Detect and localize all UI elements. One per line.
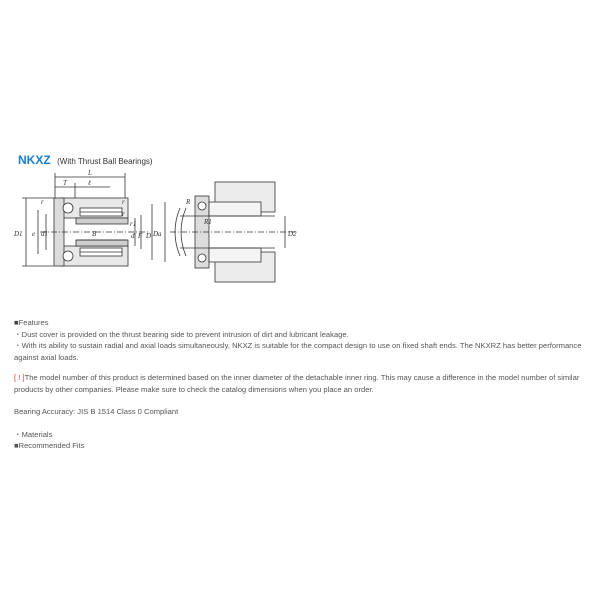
- label-L: L: [88, 169, 92, 177]
- mounting-drawing: [165, 182, 295, 282]
- label-e: e: [32, 230, 36, 238]
- label-d1: d1: [41, 230, 48, 238]
- materials-label: ・Materials: [14, 430, 53, 439]
- label-r1: r1: [130, 220, 137, 228]
- square-bullet-icon: ■: [14, 318, 19, 327]
- label-D: D: [146, 232, 152, 240]
- features-heading: ■Features: [14, 318, 49, 327]
- label-R1: R1: [204, 218, 212, 226]
- label-d: d: [131, 232, 135, 240]
- label-r-1: r: [41, 198, 44, 206]
- label-r-3: r: [122, 210, 125, 218]
- features-section: [14, 317, 589, 363]
- note-text: The model number of this product is determined based on the inner diameter of the detachable inner ring. This may cause a difference in the model number of similar products by other companies. Please make sure to check the catalog dimensions when you place an order.: [14, 373, 580, 394]
- label-D2: D2: [288, 230, 297, 238]
- feature-item: ・Dust cover is provided on the thrust bearing side to prevent intrusion of dirt and lubricant leakage.: [14, 329, 349, 339]
- feature-item: ・With its ability to sustain radial and axial loads simultaneously, NKXZ is suitable for the compact design to use on fixed shaft ends. The NKXRZ has better performance against axial loads.: [14, 341, 582, 362]
- bearing-accuracy: Bearing Accuracy: JIS B 1514 Class 0 Compliant: [14, 407, 179, 416]
- warning-icon: [ ! ]: [14, 373, 25, 382]
- product-subtitle: (With Thrust Ball Bearings): [57, 157, 153, 166]
- bearing-diagram: [10, 168, 590, 293]
- recommended-fits-heading: ■Recommended Fits: [14, 441, 85, 450]
- label-F: F: [138, 232, 143, 240]
- square-bullet-icon: ■: [14, 441, 19, 450]
- label-R: R: [186, 198, 191, 206]
- label-B: B: [92, 230, 97, 238]
- product-title: [18, 151, 153, 169]
- note-section: [14, 372, 589, 395]
- label-r-2: r: [122, 198, 125, 206]
- product-code: NKXZ: [18, 153, 51, 167]
- label-l: ℓ: [88, 179, 91, 187]
- label-D1: D1: [14, 230, 23, 238]
- label-T: T: [63, 179, 67, 187]
- label-Da: Da: [153, 230, 162, 238]
